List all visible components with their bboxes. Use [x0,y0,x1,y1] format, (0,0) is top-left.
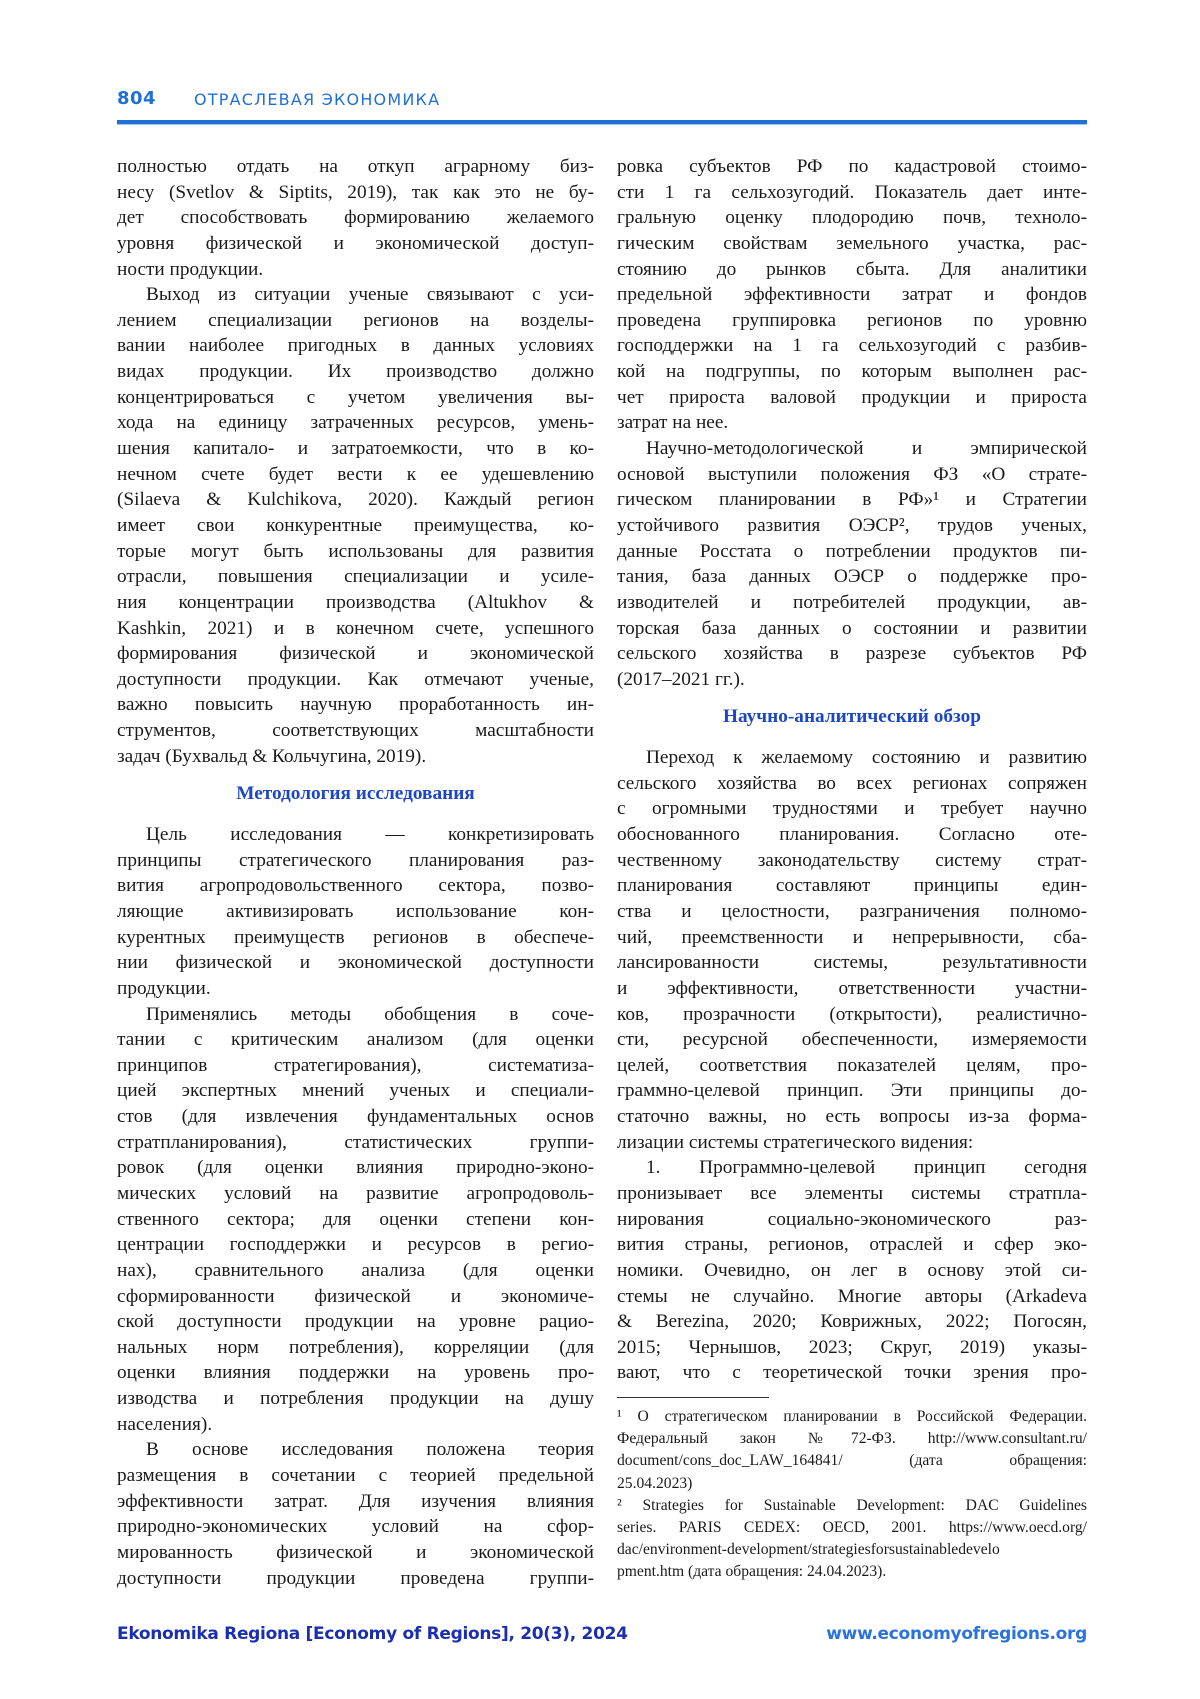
text-line: торые могут быть использованы для развития [117,539,594,565]
text-line: торская база данных о состоянии и развитии [617,616,1087,642]
text-line: ровок (для оценки влияния природно-эконо- [117,1155,594,1181]
text-line: господдержки на 1 га сельхозугодий с разбив- [617,333,1087,359]
text-line: обоснованного планирования. Согласно оте- [617,822,1087,848]
footnote-line: ² Strategies for Sustainable Development: DAC Guidelines [617,1495,1087,1517]
text-line: оценки влияния поддержки на уровень про- [117,1360,594,1386]
text-line: эффективности затрат. Для изучения влияния [117,1489,594,1515]
text-line: ляющие активизировать использование кон- [117,899,594,925]
text-line: гическом планировании в РФ»¹ и Стратегии [617,487,1087,513]
text-line: Цель исследования — конкретизировать [117,822,594,848]
text-line: В основе исследования положена теория [117,1437,594,1463]
text-line: вают, что с теоретической точки зрения про- [617,1360,1087,1386]
text-line: сельского хозяйства во всех регионах сопряжен [617,771,1087,797]
text-line: Научно-методологической и эмпирической [617,436,1087,462]
text-line: гическим свойствам земельного участка, рас- [617,231,1087,257]
footnote-line: document/cons_doc_LAW_164841/ (дата обращения: [617,1450,1087,1472]
text-line: ности продукции. [117,257,594,283]
text-line: размещения в сочетании с теорией предельной [117,1463,594,1489]
text-line: лением специализации регионов на возделы- [117,308,594,334]
text-line: данные Росстата о потреблении продуктов пи- [617,539,1087,565]
text-line: важно повысить научную проработанность ин- [117,692,594,718]
journal-citation: Ekonomika Regiona [Economy of Regions], 20(3), 2024 [117,1624,628,1644]
text-line: ской доступности продукции на уровне рацио- [117,1309,594,1335]
text-line: продукции. [117,976,594,1002]
section-heading: Методология исследования [117,781,594,807]
text-line: основой выступили положения ФЗ «О страте- [617,462,1087,488]
text-line: дет способствовать формированию желаемого [117,205,594,231]
text-line: затрат на нее. [617,410,1087,436]
text-line: Применялись методы обобщения в соче- [117,1002,594,1028]
section-heading: Научно-аналитический обзор [617,704,1087,730]
text-line: несу (Svetlov & Siptits, 2019), так как это не бу- [117,180,594,206]
text-line: тании с критическим анализом (для оценки [117,1027,594,1053]
text-line: стратпланирования), статистических группи- [117,1130,594,1156]
text-line: цией экспертных мнений ученых и специали- [117,1078,594,1104]
text-line: отрасли, повышения специализации и усиле- [117,564,594,590]
text-line: центрации господдержки и ресурсов в регио- [117,1232,594,1258]
text-line: предельной эффективности затрат и фондов [617,282,1087,308]
text-line: природно-экономических условий на сфор- [117,1514,594,1540]
text-line: доступности продукции проведена группи- [117,1566,594,1592]
text-line: изводства и потребления продукции на душу [117,1386,594,1412]
paragraph [117,154,594,282]
text-line: Kashkin, 2021) и в конечном счете, успешного [117,616,594,642]
left-column [117,154,594,1591]
text-line: вития страны, регионов, отраслей и сфер эко- [617,1232,1087,1258]
text-line: граммно-целевой принцип. Эти принципы до- [617,1078,1087,1104]
text-line: сельского хозяйства в разрезе субъектов РФ [617,641,1087,667]
text-line: нирования социально-экономического раз- [617,1207,1087,1233]
text-line: 2015; Чернышов, 2023; Скруг, 2019) указы- [617,1335,1087,1361]
text-line: сформированности физической и экономиче- [117,1284,594,1310]
text-line: шения капитало- и затратоемкости, что в ко- [117,436,594,462]
text-line: принципы стратегического планирования раз- [117,848,594,874]
text-line: 1. Программно-целевой принцип сегодня [617,1155,1087,1181]
text-line: вании наиболее пригодных в данных условиях [117,333,594,359]
footnote [617,1406,1087,1495]
text-line: Переход к желаемому состоянию и развитию [617,745,1087,771]
paragraph [117,1437,594,1591]
paragraph [117,1002,594,1438]
text-line: устойчивого развития ОЭСР², трудов ученых, [617,513,1087,539]
right-column [617,154,1087,1386]
text-line: и эффективности, ответственности участни- [617,976,1087,1002]
text-line: стоянию до рынков сбыта. Для аналитики [617,257,1087,283]
text-line: гральную оценку плодородию почв, техноло- [617,205,1087,231]
text-line: ства и целостности, разграничения полномо- [617,899,1087,925]
page-number: 804 [117,88,156,109]
text-line: (2017–2021 гг.). [617,667,1087,693]
text-line: сти, ресурсной обеспеченности, измеряемости [617,1027,1087,1053]
footnote [617,1495,1087,1584]
text-line: чет прироста валовой продукции и прироста [617,385,1087,411]
text-line: уровня физической и экономической доступ- [117,231,594,257]
text-line: Выход из ситуации ученые связывают с уси- [117,282,594,308]
text-line: формирования физической и экономической [117,641,594,667]
text-line: мированность физической и экономической [117,1540,594,1566]
text-line: полностью отдать на откуп аграрному биз- [117,154,594,180]
text-line: изводителей и потребителей продукции, ав- [617,590,1087,616]
text-line: принципов стратегирования), систематиза- [117,1053,594,1079]
text-line: проведена группировка регионов по уровню [617,308,1087,334]
text-line: сти 1 га сельхозугодий. Показатель дает инте- [617,180,1087,206]
text-line: лизации системы стратегического видения: [617,1130,1087,1156]
text-line: ков, прозрачности (открытости), реалистично- [617,1002,1087,1028]
text-line: хода на единицу затраченных ресурсов, умень- [117,410,594,436]
text-line: чественному законодательству систему страт- [617,848,1087,874]
text-line: тания, база данных ОЭСР о поддержке про- [617,564,1087,590]
text-line: целей, соответствия показателей целям, про- [617,1053,1087,1079]
journal-website-link[interactable]: www.economyofregions.org [826,1624,1087,1644]
text-line: стов (для извлечения фундаментальных основ [117,1104,594,1130]
text-line: & Berezina, 2020; Коврижных, 2022; Погосян, [617,1309,1087,1335]
text-line: нах), сравнительного анализа (для оценки [117,1258,594,1284]
paragraph [617,154,1087,436]
text-line: видах продукции. Их производство должно [117,359,594,385]
text-line: пронизывает все элементы системы стратпла- [617,1181,1087,1207]
section-title: ОТРАСЛЕВАЯ ЭКОНОМИКА [194,90,440,109]
text-line: ственного сектора; для оценки степени кон- [117,1207,594,1233]
paragraph [617,1155,1087,1386]
footnote-line: ¹ О стратегическом планировании в Российской Федерации. [617,1406,1087,1428]
text-line: населения). [117,1412,594,1438]
text-line: имеет свои конкурентные преимущества, ко- [117,513,594,539]
paragraph [617,436,1087,692]
text-line: струментов, соответствующих масштабности [117,718,594,744]
text-line: задач (Бухвальд & Кольчугина, 2019). [117,744,594,770]
text-line: статочно важны, но есть вопросы из-за форма- [617,1104,1087,1130]
footnote-line: 25.04.2023) [617,1473,1087,1495]
text-line: нечном счете будет вести к ее удешевлению [117,462,594,488]
text-line: вития агропродовольственного сектора, позво- [117,873,594,899]
text-line: кой на подгруппы, по которым выполнен рас- [617,359,1087,385]
text-line: номики. Очевидно, он лег в основу этой си- [617,1258,1087,1284]
footnote-line: dac/environment-development/strategiesforsustainabledevelo [617,1539,1087,1561]
text-line: доступности продукции. Как отмечают ученые, [117,667,594,693]
footnotes [617,1406,1087,1584]
text-line: мических условий на развитие агропродоволь- [117,1181,594,1207]
footnote-line: Федеральный закон №72-ФЗ. http://www.consultant.ru/ [617,1428,1087,1450]
text-line: с огромными трудностями и требует научно [617,796,1087,822]
text-line: ния концентрации производства (Altukhov & [117,590,594,616]
text-line: концентрироваться с учетом увеличения вы- [117,385,594,411]
footnote-separator [617,1397,769,1398]
paragraph [117,822,594,1001]
footnote-line: series. PARIS CEDEX: OECD, 2001. https://www.oecd.org/ [617,1517,1087,1539]
footnote-line: pment.htm (дата обращения: 24.04.2023). [617,1561,1087,1583]
running-header [117,84,1087,124]
text-line: лансированности системы, результативности [617,950,1087,976]
text-line: (Silaeva & Kulchikova, 2020). Каждый регион [117,487,594,513]
text-line: курентных преимуществ регионов в обеспече- [117,925,594,951]
text-line: нальных норм потребления), корреляции (для [117,1335,594,1361]
text-line: нии физической и экономической доступности [117,950,594,976]
paragraph [117,282,594,769]
text-line: стемы не случайно. Многие авторы (Arkadeva [617,1284,1087,1310]
text-line: ровка субъектов РФ по кадастровой стоимо- [617,154,1087,180]
text-line: планирования составляют принципы един- [617,873,1087,899]
text-line: чий, преемственности и непрерывности, сба- [617,925,1087,951]
paragraph [617,745,1087,1155]
